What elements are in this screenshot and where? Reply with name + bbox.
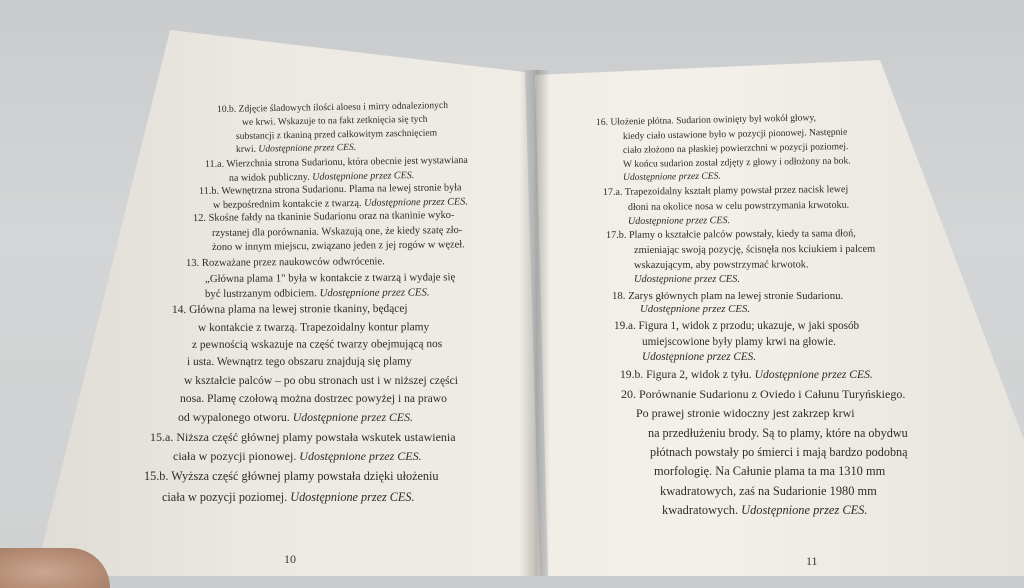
- right-page-caption-text: płótnach powstały po śmierci i mają bardzo podobną: [650, 445, 908, 459]
- left-page-caption-text: 15.b. Wyższa część głównej plamy powstała dzięki ułożeniu: [144, 469, 439, 483]
- left-page-caption-line: [172, 303, 408, 316]
- left-page-caption-text: w kontakcie z twarzą. Trapezoidalny kontur plamy: [197, 321, 430, 334]
- left-page-caption-credit: Udostępnione przez CES.: [290, 490, 415, 504]
- right-page-caption-line: [650, 445, 908, 460]
- right-page-caption-line: [623, 171, 721, 183]
- left-page-caption-text: na widok publiczny.: [228, 171, 313, 184]
- left-page-caption-text: 11.a. Wierzchnia strona Sudarionu, która obecnie jest wystawiana: [204, 154, 468, 170]
- right-page-caption-line: [662, 503, 867, 518]
- right-page-caption-credit: Udostępnione przez CES.: [627, 215, 730, 227]
- left-page-caption-text: od wypalonego otworu.: [178, 410, 293, 424]
- left-page-caption-text: nosa. Plamę czołową można dostrzec powyżej i na prawo: [180, 392, 447, 405]
- right-page-caption-credit: Udostępnione przez CES.: [622, 170, 721, 183]
- left-page-caption-text: 10.b. Zdjęcie śladowych ilości aloesu i mirry odnalezionych: [216, 99, 449, 115]
- right-page-caption-credit: Udostępnione przez CES.: [741, 503, 868, 517]
- right-page-caption-text: ciało złożono na płaskiej powierzchni w pozycji poziomej.: [622, 141, 849, 156]
- left-page-caption-text: żono w innym miejscu, związano jeden z jej rogów w węzeł.: [211, 239, 465, 253]
- right-page-caption-text: 18. Zarys głównych plam na lewej stronie Sudarionu.: [612, 290, 844, 302]
- right-page-caption-line: [628, 215, 730, 227]
- left-page-caption-line: [205, 286, 430, 300]
- right-page-caption-line: [636, 406, 855, 421]
- right-page-caption-text: 16. Ułożenie płótna. Sudarion owinięty był wokół głowy,: [595, 112, 817, 128]
- right-page-caption-line: [628, 200, 849, 213]
- left-page-caption-text: 13. Rozważane przez naukowców odwrócenie.: [185, 256, 385, 269]
- left-page-caption-text: „Główna plama 1" była w kontakcie z twarzą i wydaje się: [204, 271, 456, 285]
- left-page-caption-line: [187, 356, 412, 368]
- right-page-caption-text: 19.a. Figura 1, widok z przodu; ukazuje, w jaki sposób: [614, 320, 860, 332]
- left-page-caption-text: rzystanej dla porównania. Wskazują one, że kiedy szatę zło-: [211, 224, 463, 239]
- right-page-caption-line: [620, 368, 873, 381]
- left-page-caption-line: [192, 338, 442, 351]
- right-page-caption-text: 19.b. Figura 2, widok z tyłu.: [620, 368, 755, 381]
- left-page-caption-line: [150, 430, 456, 445]
- right-page-caption-text: morfologię. Na Całunie plama ta ma 1310 mm: [654, 464, 886, 478]
- right-page-caption-line: [654, 464, 885, 479]
- left-page-caption-text: ciała w pozycji pionowej.: [173, 449, 300, 463]
- left-page-caption-line: [236, 142, 356, 155]
- left-page-caption-line: [180, 392, 447, 405]
- right-page-caption-text: 20. Porównanie Sudarionu z Oviedo i Całunu Turyńskiego.: [621, 387, 906, 401]
- left-page-caption-credit: Udostępnione przez CES.: [363, 196, 468, 209]
- right-page-caption-text: W końcu sudarion został zdjęty z głowy i odłożony na bok.: [622, 155, 851, 170]
- left-page-caption-text: być lustrzanym odbiciem.: [204, 287, 320, 300]
- left-page-caption-text: we krwi. Wskazuje to na fakt zetknięcia się tych: [241, 113, 428, 128]
- right-page-caption-line: [642, 336, 836, 348]
- right-page-caption-line: [634, 274, 740, 285]
- left-page-caption-text: krwi.: [235, 143, 259, 155]
- right-page-caption-text: kwadratowych.: [662, 503, 742, 517]
- right-page-caption-line: [640, 303, 750, 315]
- left-page-caption-line: [173, 449, 422, 464]
- right-page-caption-text: 17.a. Trapezoidalny kształt plamy powstał przez nacisk lewej: [602, 184, 849, 198]
- left-page-caption-text: ciała w pozycji poziomej.: [162, 490, 291, 504]
- right-page-caption-line: [634, 244, 875, 256]
- right-page-caption-line: [648, 426, 908, 441]
- left-page-caption-credit: Udostępnione przez CES.: [292, 410, 413, 424]
- right-page-number: 11: [806, 554, 818, 568]
- right-page-caption-text: umiejscowione były plamy krwi na głowie.: [642, 336, 836, 348]
- right-page-caption-text: Po prawej stronie widoczny jest zakrzep krwi: [636, 406, 855, 420]
- left-page-caption-text: 14. Główna plama na lewej stronie tkaniny, będącej: [171, 302, 408, 316]
- right-page-caption-text: na przedłużeniu brody. Są to plamy, które na obydwu: [648, 426, 908, 440]
- right-page-caption-text: zmieniając swoją pozycję, ścisnęła nos kciukiem i palcem: [633, 243, 876, 256]
- left-page-caption-line: [178, 410, 413, 425]
- right-page-caption-line: [634, 259, 809, 271]
- left-page-caption-line: [184, 374, 458, 387]
- left-page-caption-line: [144, 469, 439, 484]
- right-page-caption-line: [642, 351, 756, 363]
- right-page-caption-credit: Udostępnione przez CES.: [642, 351, 757, 363]
- left-page-caption-text: 15.a. Niższa część głównej plamy powstała wskutek ustawienia: [150, 430, 456, 444]
- right-page-caption-credit: Udostępnione przez CES.: [640, 303, 751, 315]
- right-page-caption-text: kiedy ciało ustawione było w pozycji pionowej. Następnie: [622, 126, 848, 142]
- left-page-caption-line: [162, 490, 415, 505]
- left-page-caption-line: [198, 321, 429, 334]
- left-page-caption-credit: Udostępnione przez CES.: [299, 449, 422, 463]
- left-page-caption-line: [205, 271, 455, 285]
- book-gutter: [520, 70, 550, 576]
- right-page-caption-text: kwadratowych, zaś na Sudarionie 1980 mm: [660, 484, 877, 498]
- left-page-caption-text: 11.b. Wewnętrzna strona Sudarionu. Plama na lewej stronie była: [198, 182, 462, 197]
- right-page-caption-credit: Udostępnione przez CES.: [754, 368, 873, 381]
- left-page-caption-credit: Udostępnione przez CES.: [319, 286, 430, 300]
- right-page-caption-text: dłoni na okolice nosa w celu powstrzymania krwotoku.: [627, 199, 850, 213]
- right-page-caption-credit: Udostępnione przez CES.: [633, 273, 740, 285]
- right-page-caption-line: [621, 387, 905, 402]
- right-page-caption-line: [612, 290, 843, 302]
- right-page-caption-line: [606, 228, 856, 241]
- left-page-caption-text: substancji z tkaniną przed całkowitym zaschnięciem: [235, 127, 438, 142]
- left-page-caption-credit: Udostępnione przez CES.: [258, 141, 357, 155]
- right-page-caption-text: wskazującym, aby powstrzymać krwotok.: [633, 259, 809, 271]
- left-page-caption-text: w bezpośrednim kontakcie z twarzą.: [212, 197, 365, 211]
- left-page-caption-text: w kształcie palców – po obu stronach ust i w niższej części: [184, 374, 458, 387]
- left-page-number: 10: [284, 552, 296, 566]
- right-page-caption-line: [614, 320, 859, 332]
- left-page-caption-line: [186, 256, 385, 269]
- right-page-caption-line: [660, 484, 877, 499]
- left-page-caption-text: 12. Skośne fałdy na tkaninie Sudarionu oraz na tkaninie wyko-: [192, 209, 455, 224]
- left-page-caption-credit: Udostępnione przez CES.: [312, 170, 415, 183]
- right-page-caption-text: 17.b. Plamy o kształcie palców powstały, kiedy ta sama dłoń,: [605, 228, 856, 241]
- left-page-caption-text: i usta. Wewnątrz tego obszaru znajdują się plamy: [186, 355, 412, 368]
- left-page-caption-text: z pewnością wskazuje na część twarzy obejmującą nos: [191, 338, 443, 351]
